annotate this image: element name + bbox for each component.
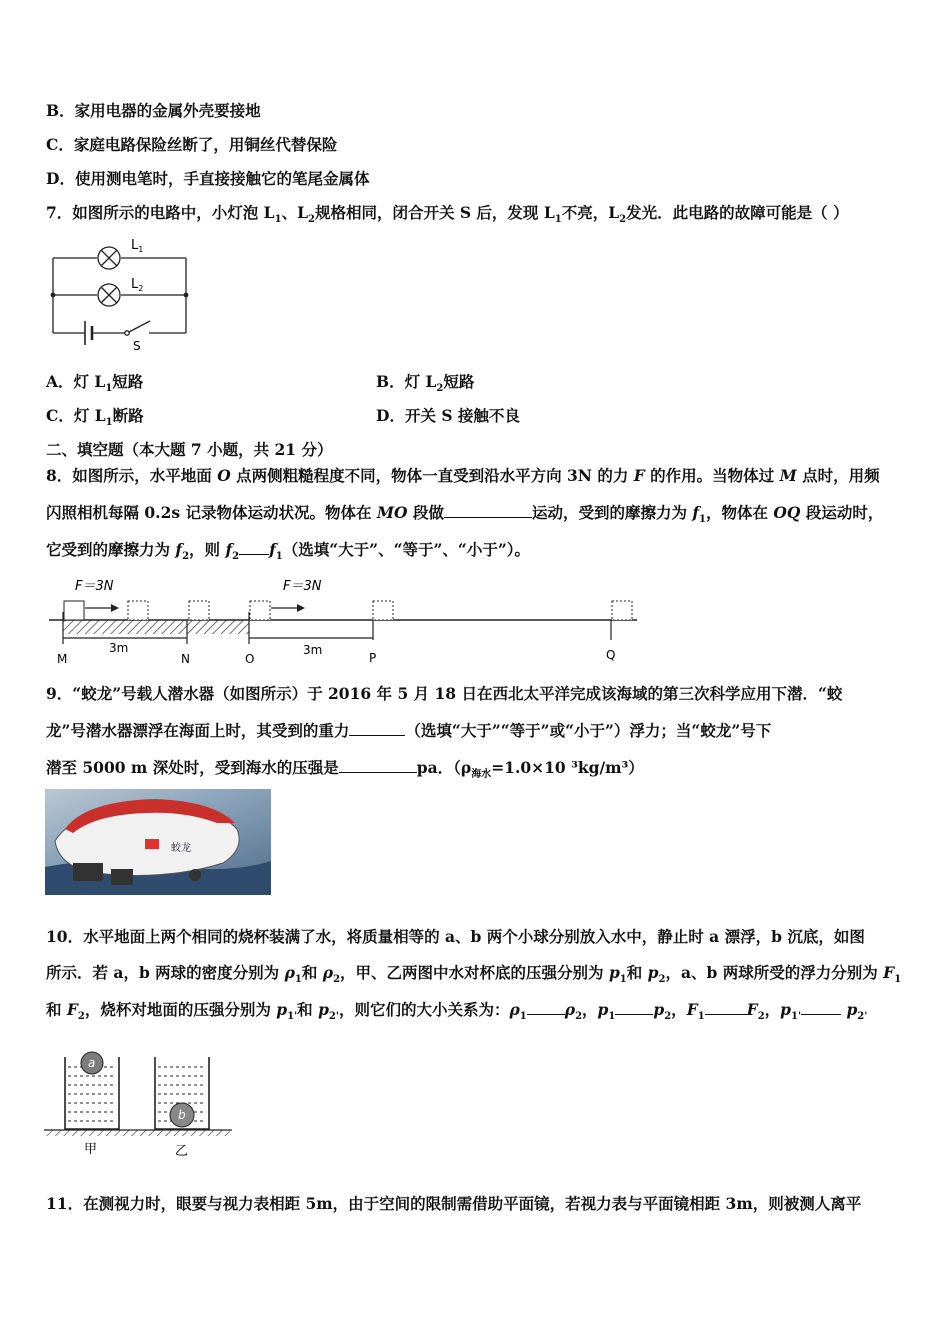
point-m: M: [57, 652, 68, 666]
q10-line-2: 所示．若 a，b 两球的密度分别为 $\rho_1$和 $\rho_2$，甲、乙两图中水对杯底的压强分别为 $p_1$和 $p_2$，a、b 两球所受的浮力分别为 $F_1$: [46, 963, 902, 986]
section-2-heading: 二、填空题（本大题 7 小题，共 21 分）: [46, 440, 333, 459]
point-q: Q: [606, 648, 616, 662]
q7-option-b: B．灯 $L_2$短路: [376, 372, 475, 395]
q8-line-3: 它受到的摩擦力为 $f_2$，则 $f_2$ $f_1$（选填“大于”、“等于”、“小于”）。: [46, 540, 530, 563]
circuit-label-l1: $L_1$: [131, 238, 144, 254]
submersible-photo: [45, 789, 271, 895]
beaker-yi-label: 乙: [175, 1144, 189, 1159]
point-o: O: [245, 652, 255, 666]
q8-motion-diagram: [45, 572, 645, 670]
beaker-jia-label: 甲: [84, 1142, 98, 1157]
q10-beaker-diagram: [44, 1045, 234, 1160]
option-c-text: C．家庭电路保险丝断了，用铜丝代替保险: [46, 135, 338, 154]
force-label-1: F＝3N: [75, 579, 114, 594]
q9-line-1: 9．“蛟龙”号载人潜水器（如图所示）于 2016 年 5 月 18 日在西北太平洋完成该海域的第三次科学应用下潜．“蛟: [46, 684, 843, 703]
q9-line-2: 龙”号潜水器漂浮在海面上时，其受到的重力 （选填“大于”“等于”或“小于”）浮力；当“蛟龙”号下: [46, 721, 772, 740]
point-n: N: [181, 652, 190, 666]
ball-a-label: a: [88, 1056, 96, 1070]
circuit-label-l2: $L_2$: [131, 277, 144, 293]
q7-option-a: A．灯 $L_1$短路: [46, 372, 144, 395]
q7-circuit-diagram: [45, 233, 195, 353]
circuit-label-s: S: [133, 339, 141, 353]
option-d-text: D．使用测电笔时，手直接接触它的笔尾金属体: [46, 169, 370, 188]
distance-label-mn: 3m: [109, 641, 129, 655]
option-b-text: B．家用电器的金属外壳要接地: [46, 101, 261, 120]
q10-line-3: 和 $F_2$，烧杯对地面的压强分别为 $p_{1'}$和 $p_{2'}$，则它们的大小关系为：$\rho_1$ $\rho_2$，$p_1$ $p_2$，$F_1$ $F_2$，$p_{1'}$ $p_{2'}$: [46, 1000, 868, 1023]
q8-line-2: 闪照相机每隔 0.2s 记录物体运动状况。物体在 MO 段做 运动，受到的摩擦力为 $f_1$，物体在 OQ 段运动时，: [46, 503, 884, 526]
submersible-illustration: [45, 789, 271, 895]
q7-stem: 7．如图所示的电路中，小灯泡 $L_1$、$L_2$规格相同，闭合开关 S 后，发现 $L_1$不亮，$L_2$发光．此电路的故障可能是（ ）: [46, 203, 849, 226]
q7-option-c: C．灯 $L_1$断路: [46, 406, 144, 429]
distance-label-op: 3m: [303, 643, 323, 657]
ball-b-label: b: [178, 1108, 186, 1122]
submersible-label: 蛟龙: [171, 843, 191, 854]
q11-line-1: 11．在测视力时，眼要与视力表相距 5m，由于空间的限制需借助平面镜，若视力表与平面镜相距 3m，则被测人离平: [46, 1194, 862, 1213]
force-label-2: F＝3N: [283, 579, 322, 594]
q10-line-1: 10．水平地面上两个相同的烧杯装满了水，将质量相等的 a、b 两个小球分别放入水中，静止时 a 漂浮，b 沉底，如图: [46, 927, 865, 946]
point-p: P: [369, 651, 377, 665]
q9-line-3: 潜至 5000 m 深处时，受到海水的压强是 pa．（$\rho_{海水}=1.0\times 10$ ³kg/m³）: [46, 758, 644, 781]
q8-line-1: 8．如图所示，水平地面 O 点两侧粗糙程度不同，物体一直受到沿水平方向 3N 的力 F 的作用。当物体过 M 点时，用频: [46, 466, 880, 485]
q7-option-d: D．开关 S 接触不良: [376, 406, 520, 425]
